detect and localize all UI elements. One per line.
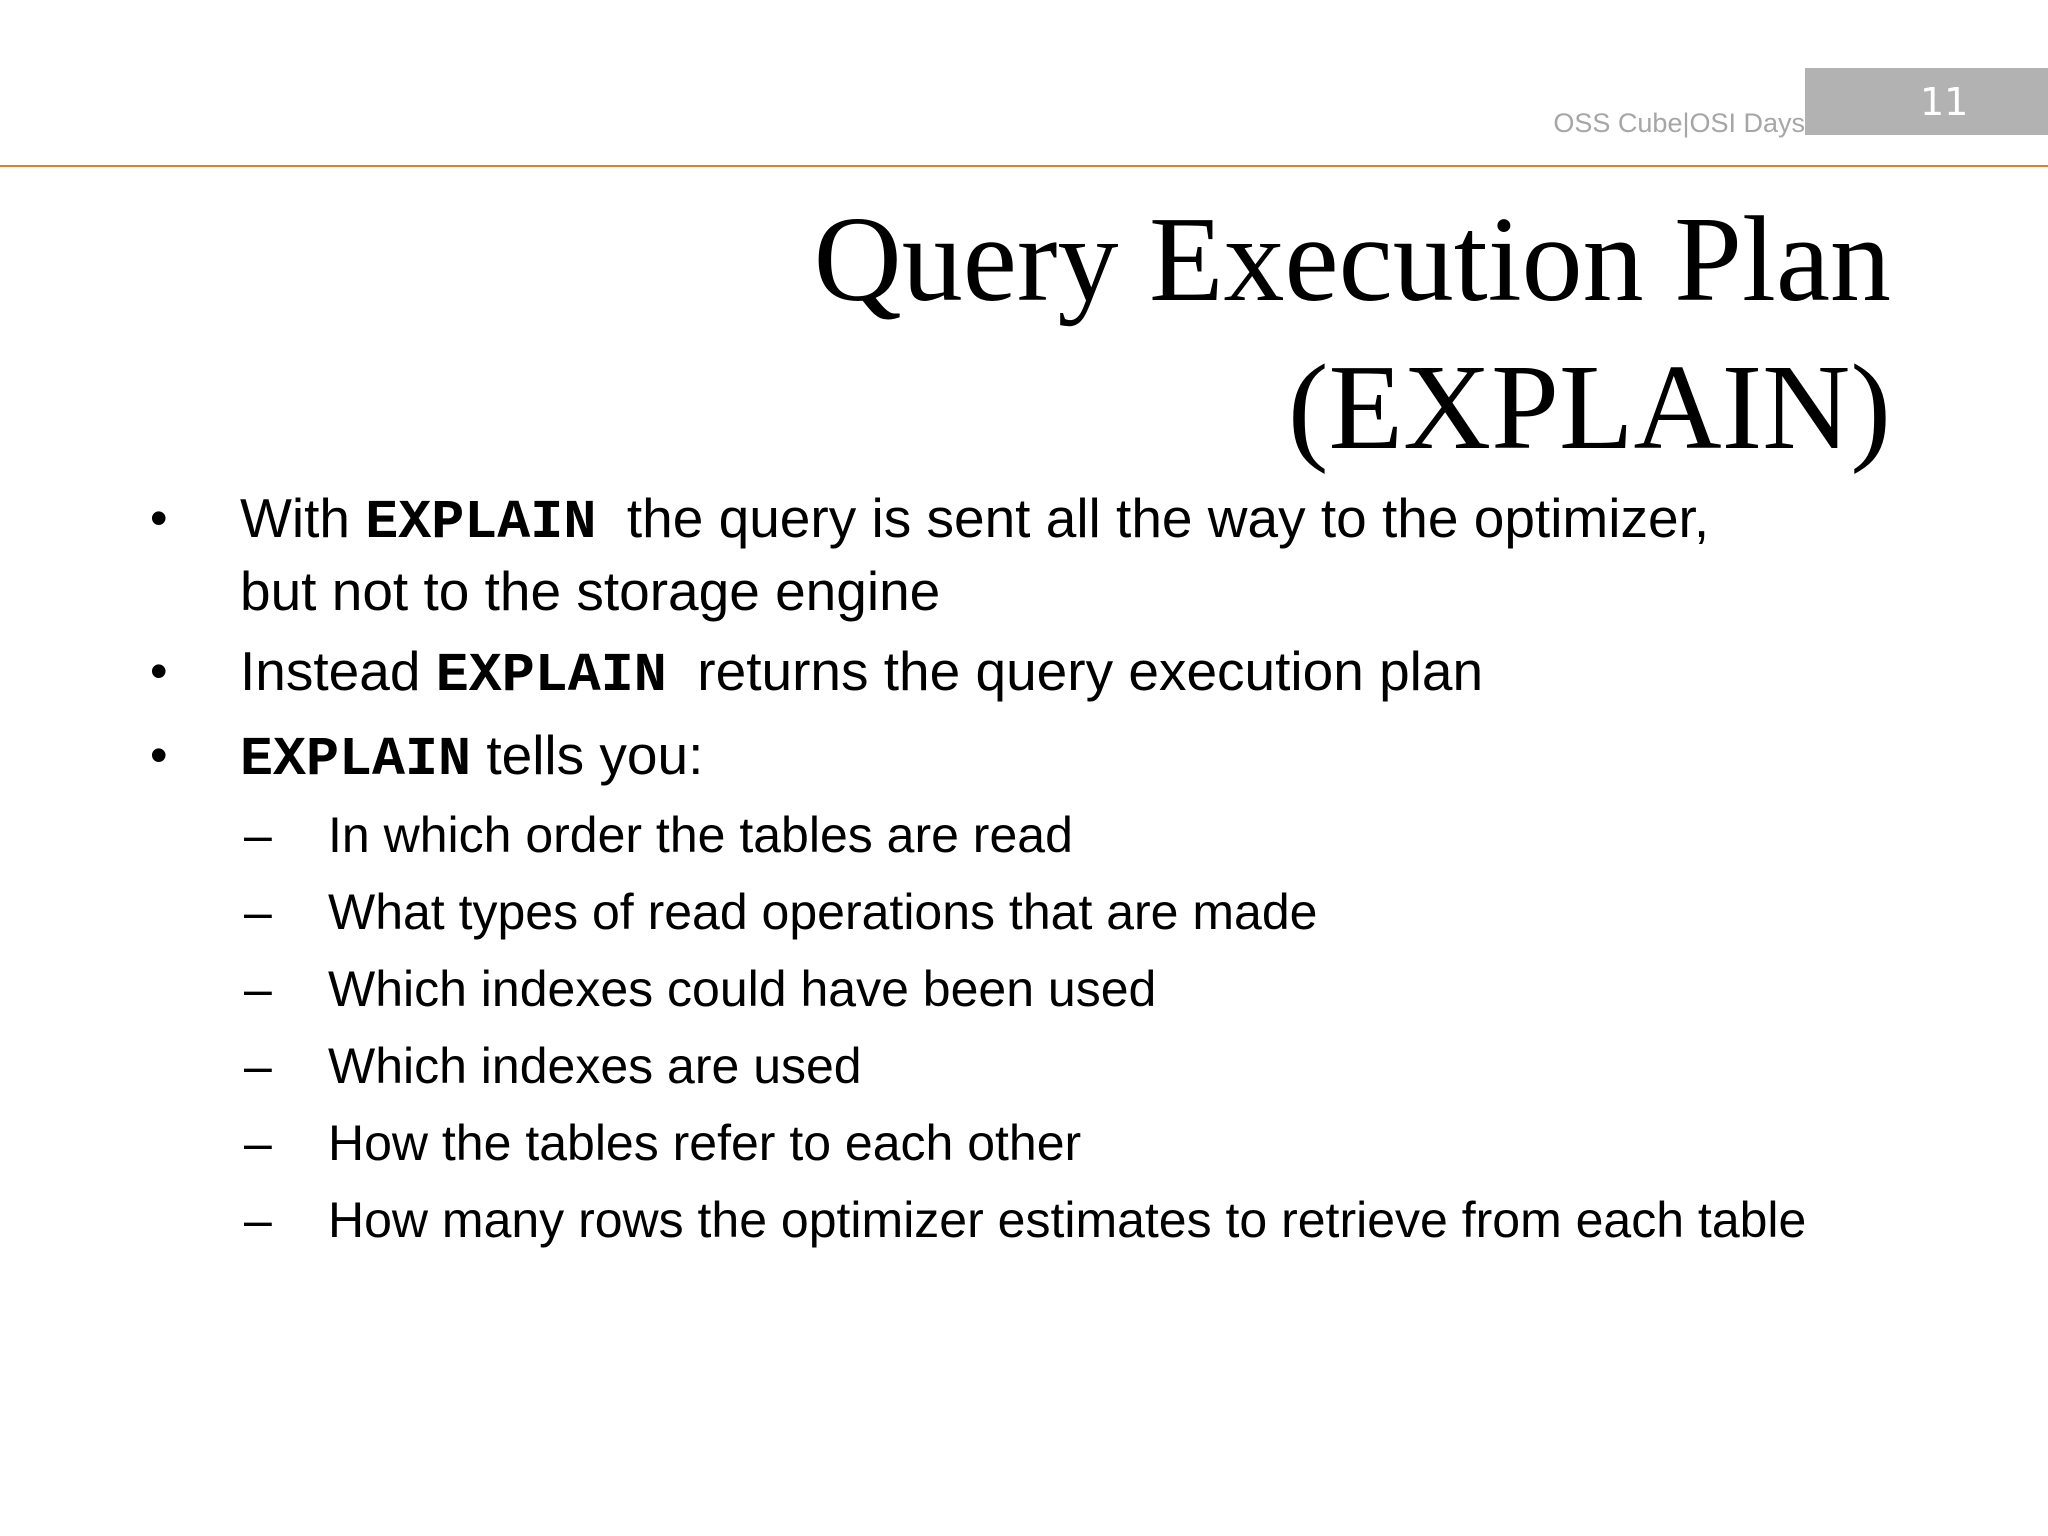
bullet-item-2 bbox=[240, 637, 1840, 710]
bullet-text-post: tells you: bbox=[471, 724, 704, 786]
sub-bullet-marker: – bbox=[244, 961, 272, 1017]
slide-title bbox=[391, 186, 1891, 482]
code-keyword: EXPLAIN bbox=[240, 728, 472, 791]
sub-item: In which order the tables are read bbox=[328, 807, 1073, 863]
sub-bullet-marker: – bbox=[244, 1115, 272, 1171]
code-keyword: EXPLAIN bbox=[435, 644, 667, 707]
bullet-text-post: the query is sent all the way to the optimizer, bbox=[596, 487, 1710, 549]
code-keyword: EXPLAIN bbox=[365, 491, 597, 554]
sub-bullet-marker: – bbox=[244, 1038, 272, 1094]
bullet-text-pre: Instead bbox=[240, 640, 436, 702]
header-brand: OSS Cube|OSI Days bbox=[1553, 108, 1805, 138]
bullet-text-post: returns the query execution plan bbox=[666, 640, 1484, 702]
sub-bullet-marker: – bbox=[244, 1192, 272, 1248]
bullet-marker: • bbox=[150, 643, 168, 699]
sub-item: Which indexes could have been used bbox=[328, 961, 1157, 1017]
sub-item: How the tables refer to each other bbox=[328, 1115, 1082, 1171]
slide-title-line-2: (EXPLAIN) bbox=[1287, 340, 1891, 475]
slide-number: 11 bbox=[1920, 80, 1969, 124]
header-rule bbox=[0, 165, 2048, 167]
slide-title-line-1: Query Execution Plan bbox=[813, 192, 1891, 327]
bullet-marker: • bbox=[150, 727, 168, 783]
sub-bullet-marker: – bbox=[244, 807, 272, 863]
sub-item: Which indexes are used bbox=[328, 1038, 862, 1094]
sub-item: What types of read operations that are made bbox=[328, 884, 1318, 940]
bullet-marker: • bbox=[150, 490, 168, 546]
sub-item: How many rows the optimizer estimates to retrieve from each table bbox=[328, 1192, 1807, 1248]
bullet-item-1 bbox=[240, 484, 1840, 626]
bullet-item-3 bbox=[240, 721, 1840, 794]
bullet-text-continuation: but not to the storage engine bbox=[240, 560, 941, 622]
bullet-text-pre: With bbox=[240, 487, 366, 549]
sub-bullet-marker: – bbox=[244, 884, 272, 940]
